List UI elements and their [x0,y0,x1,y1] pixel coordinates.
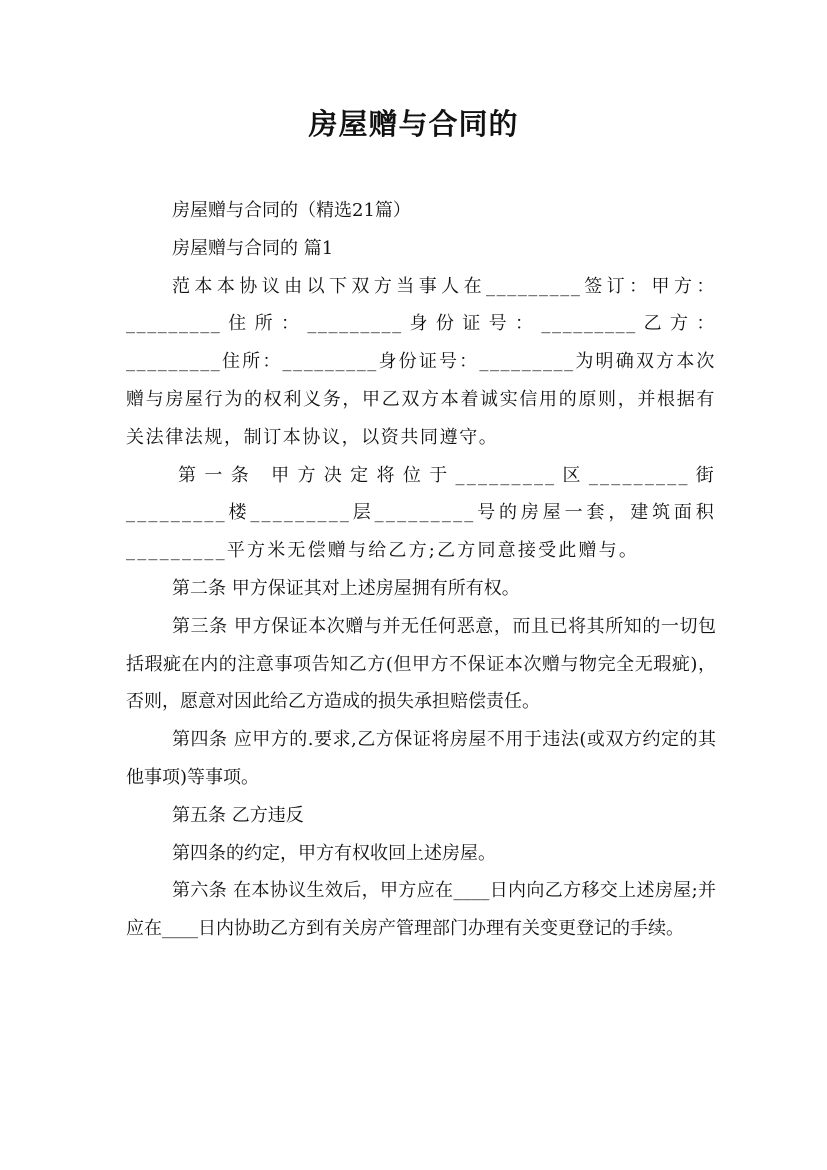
document-title: 房屋赠与合同的 [308,107,519,141]
paragraph-section-heading: 房屋赠与合同的 篇1 [172,237,334,259]
paragraph-article-6: 第六条 在本协议生效后，甲方应在____日内向乙方移交上述房屋;并应在____日内协助乙方到有关房产管理部门办理有关变更登记的手续。 [126,880,716,940]
paragraph-subtitle: 房屋赠与合同的（精选21篇） [172,200,411,221]
paragraph-article-5: 第五条 乙方违反 [172,804,304,826]
paragraph-article-3: 第三条 甲方保证本次赠与并无任何恶意，而且已将其所知的一切包括瑕疵在内的注意事项告知乙方(但甲方不保证本次赠与物完全无瑕疵)，否则，愿意对因此给乙方造成的损失承担赔偿责任。 [126,615,716,713]
paragraph-article-4: 第四条 应甲方的.要求,乙方保证将房屋不用于违法(或双方约定的其他事项)等事项。 [126,729,716,788]
paragraph-article-2: 第二条 甲方保证其对上述房屋拥有所有权。 [172,577,520,599]
document-body [126,192,716,948]
paragraph-article-5-continued: 第四条的约定，甲方有权收回上述房屋。 [172,842,496,864]
paragraph-article-1: 第一条 甲方决定将位于_________区_________街_________楼_________层_________号的房屋一套，建筑面积_________平方米无偿赠与给乙方;乙方同意接受此赠与。 [126,464,716,562]
paragraph-parties: 范本本协议由以下双方当事人在_________签订：甲方：_________住所：_________身份证号：_________乙方：_________住所：_________身份证号：_________为明确双方本次赠与房屋行为的权利义务，甲乙双方本着诚实信用的原则，并根据有关法律法规，制订本协议，以资共同遵守。 [126,275,716,448]
